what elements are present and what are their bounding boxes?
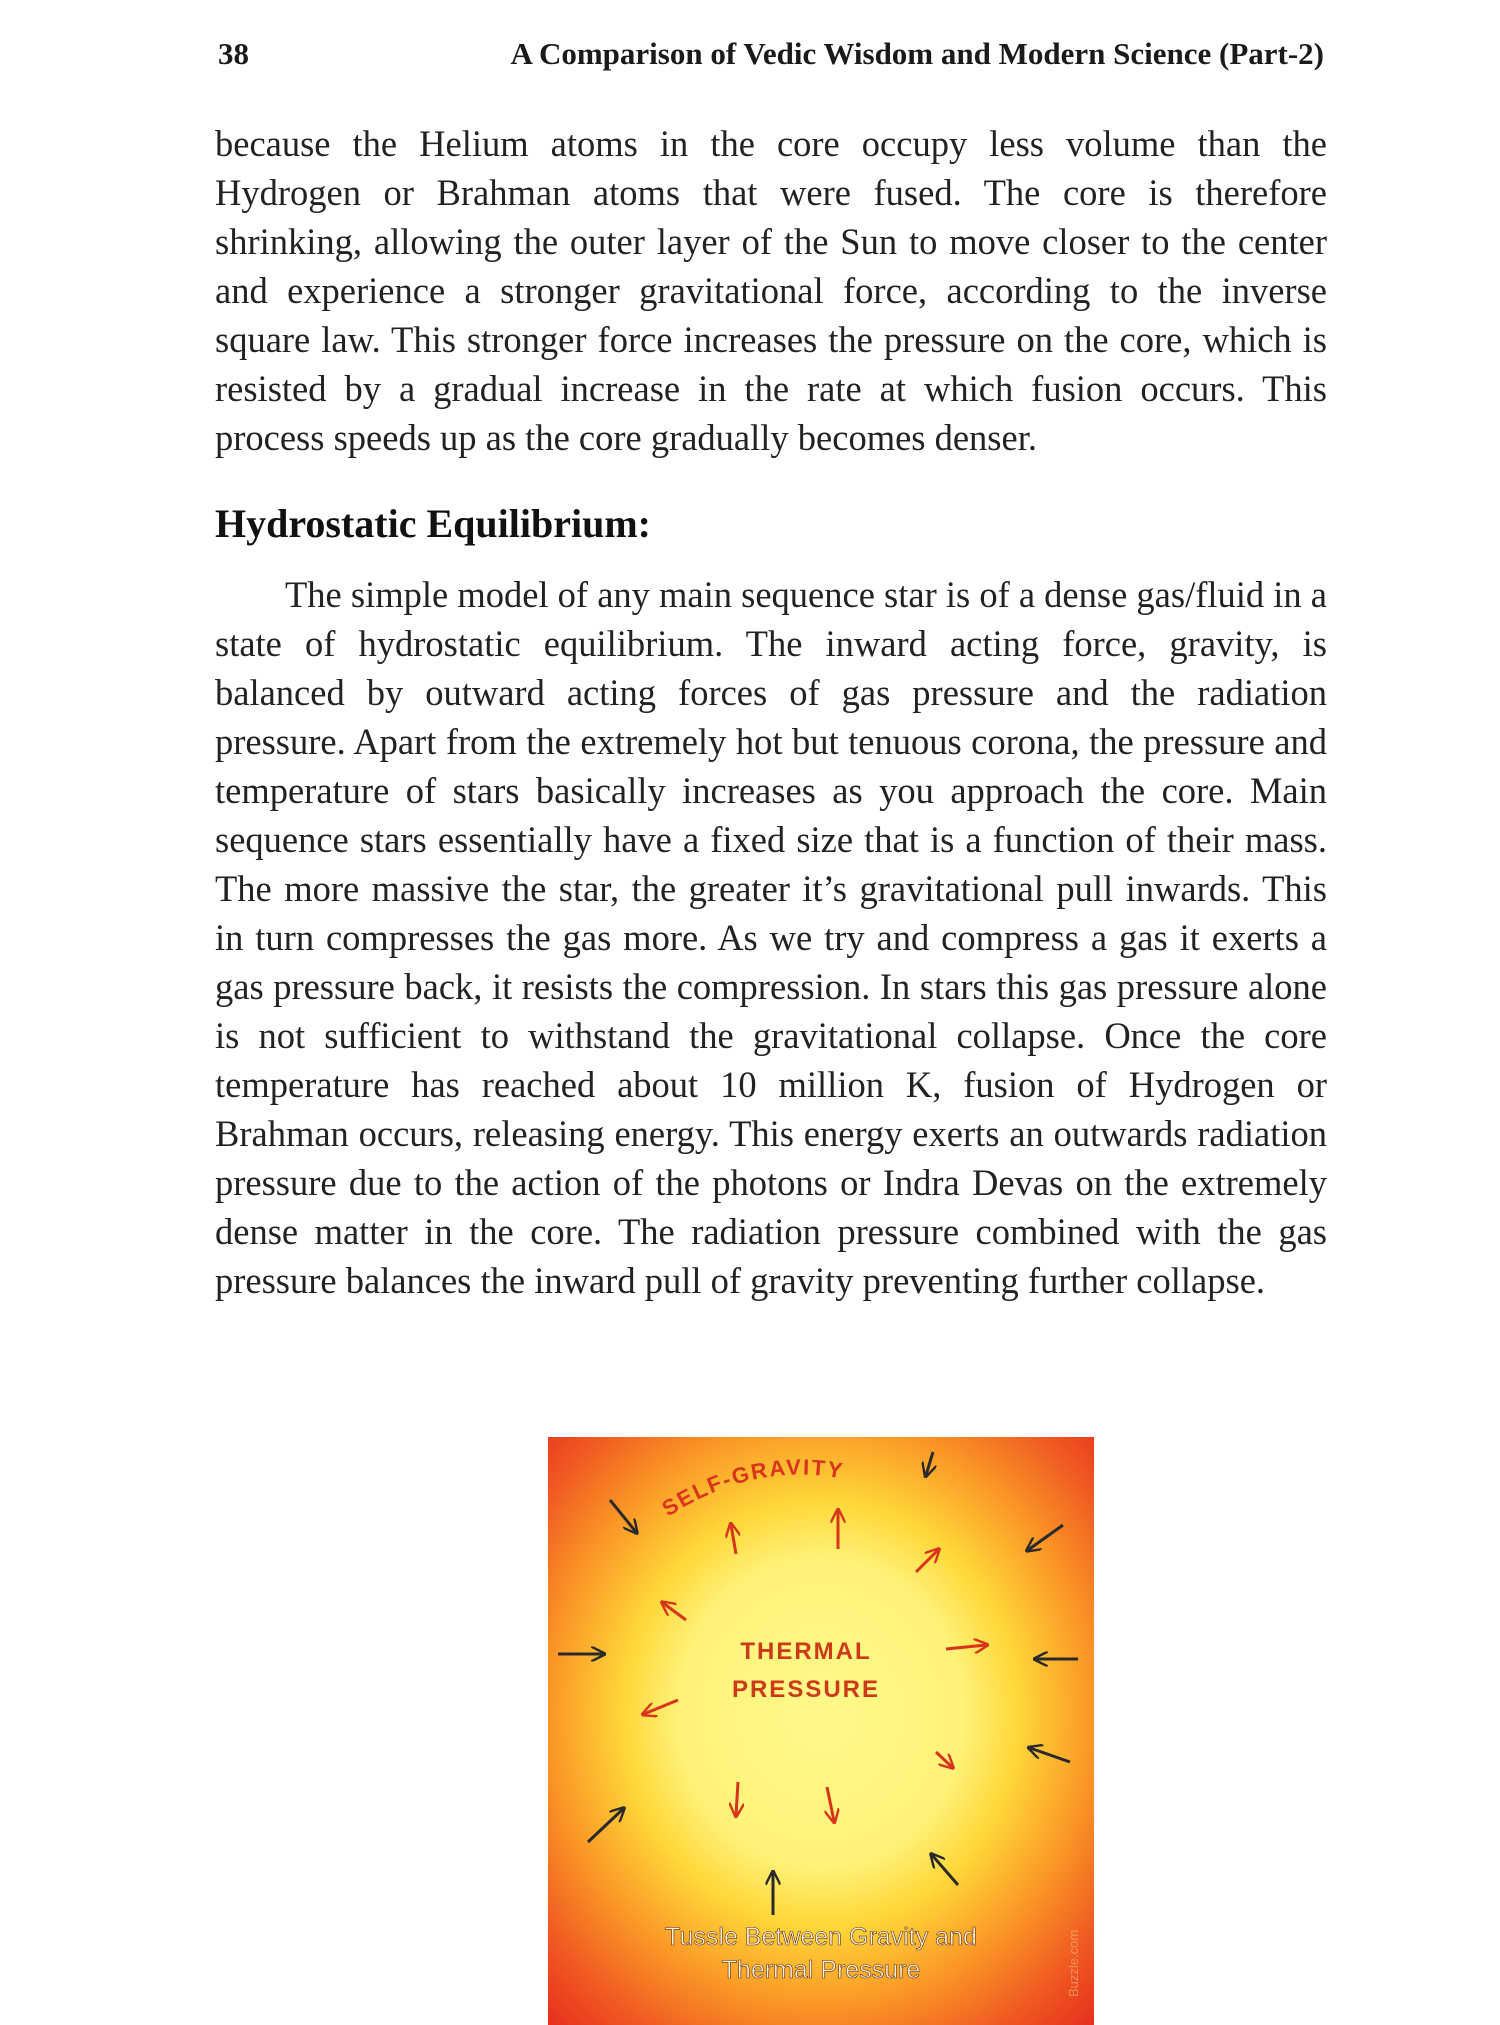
page-header xyxy=(218,36,1324,82)
hydrostatic-figure xyxy=(548,1437,1094,2025)
running-title: A Comparison of Vedic Wisdom and Modern Science (Part-2) xyxy=(510,36,1324,71)
watermark: Buzzle.com xyxy=(1066,1929,1081,1997)
figure-caption-line-2: Thermal Pressure xyxy=(721,1956,921,1984)
self-gravity-label: SELF-GRAVITY xyxy=(657,1454,846,1522)
section-heading: Hydrostatic Equilibrium: xyxy=(215,501,651,546)
page-number: 38 xyxy=(218,36,249,71)
figure-caption-line-1: Tussle Between Gravity and xyxy=(665,1923,977,1951)
body-paragraph-1: because the Helium atoms in the core occupy less volume than the Hydrogen or Brahman atoms that were fused. The core is therefore shrinking, allowing the outer layer of the Sun to move closer to the center and experience a stronger gravitational force, according to the inverse square law. This stronger force increases the pressure on the core, which is resisted by a gradual increase in the rate at which fusion occurs. This process speeds up as the core gradually becomes denser. xyxy=(215,123,1327,458)
figure-illustration xyxy=(548,1437,1094,2025)
body-paragraph-2: The simple model of any main sequence star is of a dense gas/fluid in a state of hydrostatic equilibrium. The inward acting force, gravity, is balanced by outward acting forces of gas pressure and the radiation pressure. Apart from the extremely hot but tenuous corona, the pressure and temperature of stars basically increases as you approach the core. Main sequence stars essentially have a fixed size that is a function of their mass. The more massive the star, the greater it’s gravitational pull inwards. This in turn compresses the gas more. As we try and compress a gas it exerts a gas pressure back, it resists the compression. In stars this gas pressure alone is not sufficient to withstand the gravitational collapse. Once the core temperature has reached about 10 million K, fusion of Hydrogen or Brahman occurs, releasing energy. This energy exerts an outwards radiation pressure due to the action of the photons or Indra Devas on the extremely dense matter in the core. The radiation pressure combined with the gas pressure balances the inward pull of gravity preventing further collapse. xyxy=(215,574,1327,1301)
thermal-label: THERMAL xyxy=(740,1638,872,1665)
pressure-label: PRESSURE xyxy=(731,1676,881,1703)
thermal-arrow xyxy=(736,1782,738,1815)
